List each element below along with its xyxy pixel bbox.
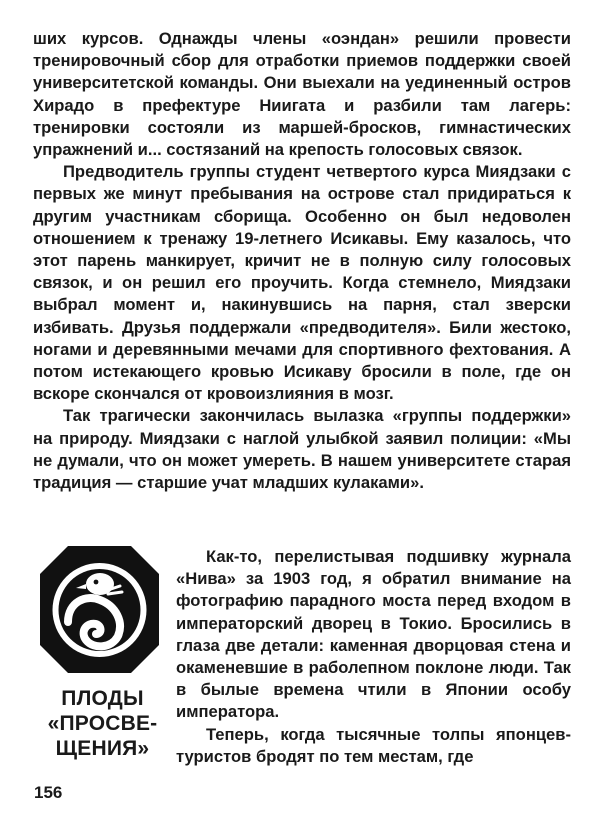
paragraph: Так трагически закончилась вылазка «группы поддержки» на природу. Миядзаки с наглой улыбкой заявил полиции: «Мы не думали, что он может умереть. В нашем университете старая традиция — старшие учат младших кулаками». — [33, 406, 571, 493]
title-line: ЩЕНИЯ» — [55, 737, 150, 760]
paragraph: Как-то, перелистывая подшивку журнала «Нива» за 1903 год, я обратил внимание на фотографию парадного моста перед входом в императорский дворец в Токио. Бросились в глаза две детали: каменная дворцовая стена и окаменевшие в раболепном поклоне люди. Так в былые времена чтили в Японии особу императора. — [176, 547, 571, 722]
paragraph: Теперь, когда тысячные толпы японцев-туристов бродят по тем местам, где — [176, 724, 571, 766]
column-text — [176, 546, 571, 768]
main-text — [33, 28, 571, 494]
paragraph: Предводитель группы студент четвертого курса Миядзаки с первых же минут пребывания на острове стал придираться к другим участникам сборища. Особенно он был недоволен отношением к тренажу 19-летнего Исикавы. Ему казалось, что этот парень манкирует, кричит не в полную силу голосовых связок, и он решил его проучить. Когда стемнело, Миядзаки выбрал момент и, накинувшись на парня, стал зверски избивать. Друзья поддержали «предводителя». Били жестоко, ногами и деревянными мечами для спортивного фехтования. А потом истекающего кровью Исикаву бросили в поле, где он вскоре скончался от кровоизлияния в мозг. — [33, 162, 571, 404]
page-number: 156 — [34, 783, 63, 802]
section-title — [40, 686, 165, 761]
title-line: «ПРОСВЕ- — [47, 712, 158, 735]
title-line: ПЛОДЫ — [61, 687, 144, 710]
bird-emblem-icon — [38, 544, 161, 675]
paragraph: ших курсов. Однажды члены «оэндан» решили провести тренировочный сбор для отработки приемов поддержки своей университетской команды. Они выехали на уединенный остров Хирадо в префектуре Ниигата и разбили там лагерь: тренировки состояли из маршей-бросков, гимнастических упражнений и... состязаний на крепость голосовых связок. — [33, 29, 571, 160]
